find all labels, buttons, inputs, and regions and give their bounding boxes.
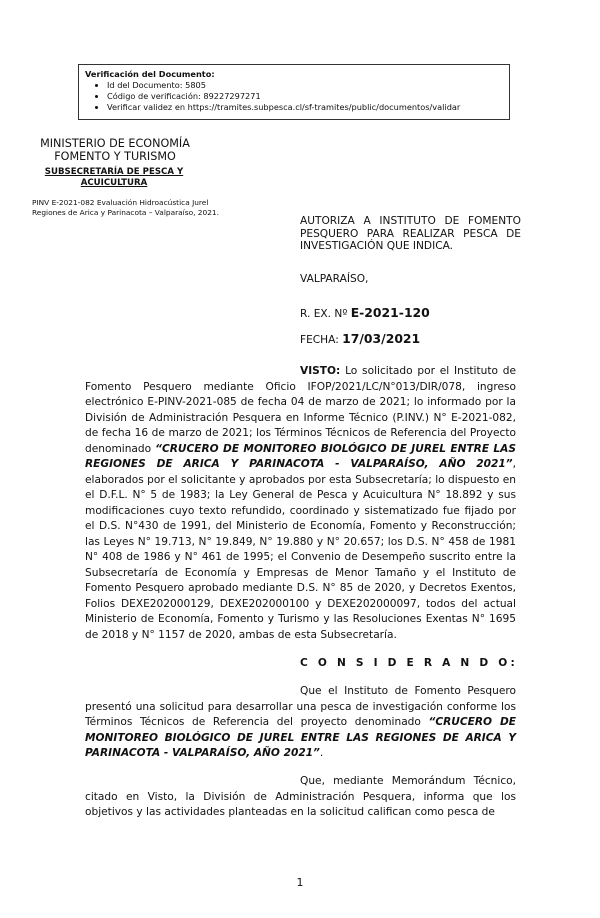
visto-paragraph [85,364,516,643]
verification-url[interactable]: • Verificar validez en https://tramites.subpesca.cl/sf-tramites/public/documentos/validar [107,102,509,113]
subsecretaria-line-1: SUBSECRETARÍA DE PESCA Y [44,167,184,177]
visto-text-after: , elaborados por el solicitante y aprobados por esta Subsecretaría; lo dispuesto en el D.F.L. N° 5 de 1983; la Ley General de Pesca y Acuicultura N° 18.892 y sus modificaciones cuyo texto refundido, coordinado y sistematizado fue fijado por el D.S. N°430 de 1991, del Ministerio de Economía, Fomento y Reconstrucción; las Leyes N° 19.713, N° 19.849, N° 19.880 y N° 20.657; los D.S. N° 458 de 1981 N° 408 de 1986 y N° 461 de 1995; el Convenio de Desempeño suscrito entre la Subsecretaría de Economía y Empresas de Menor Tamaño y el Instituto de Fomento Pesquero aprobado mediante D.S. N° 85 de 2020, y Decretos Exentos, Folios DEXE202000129, DEXE202000100 y DEXE202000097, todos del actual Ministerio de Economía, Fomento y Turismo y las Resoluciones Exentas N° 1695 de 2018 y N° 1157 de 2020, ambas de esta Subsecretaría. [85,458,516,641]
page-number: 1 [296,876,304,889]
verification-code: • Código de verificación: 89227297271 [107,91,509,102]
document-title: AUTORIZA A INSTITUTO DE FOMENTO PESQUERO PARA REALIZAR PESCA DE INVESTIGACIÓN QUE INDICA. [300,215,521,252]
date-label: FECHA: [300,334,339,346]
visto-project-title: “CRUCERO DE MONITOREO BIOLÓGICO DE JUREL ENTRE LAS REGIONES DE ARICA Y PARINACOTA - VALPARAÍSO, AÑO 2021” [85,442,516,470]
rex-label: R. EX. Nº [300,308,348,320]
considerando-2-text: Que, mediante Memorándum Técnico, citado en Visto, la División de Administración Pesquera, informa que los objetivos y las actividades planteadas en la solicitud califican como pesca de [85,775,516,818]
visto-text-before: Lo solicitado por el Instituto de Fomento Pesquero mediante Oficio IFOP/2021/LC/N°013/DIR/078, ingreso electrónico E-PINV-2021-085 de fecha 04 de marzo de 2021; lo informado por la División de Administración Pesquera en Informe Técnico (P.INV.) N° E-2021-082, de fecha 16 de marzo de 2021; los Términos Técnicos de Referencia del Proyecto denominado [85,365,517,455]
subsecretaria-line-2: ACUICULTURA [80,178,148,188]
reference-line-2: Regiones de Arica y Parinacota – Valparaíso, 2021. [32,208,219,217]
visto-label: VISTO: [300,365,341,377]
reference-note [32,198,232,218]
place: VALPARAÍSO, [300,273,369,285]
considerando-1-end: . [319,747,324,759]
considerando-paragraph-1 [85,684,516,762]
considerando-1-project: “CRUCERO DE MONITOREO BIOLÓGICO DE JUREL ENTRE LAS REGIONES DE ARICA Y PARINACOTA - VALPARAÍSO, AÑO 2021” [85,716,517,759]
reference-line-1: PINV E-2021-082 Evaluación Hidroacústica Jurel [32,198,209,207]
verification-list [85,80,509,113]
verification-box [78,64,510,120]
date-value: 17/03/2021 [342,331,421,346]
document-id: • Id del Documento: 5805 [107,80,509,91]
considerando-heading: C O N S I D E R A N D O: [300,657,518,669]
ministry-line-2: FOMENTO Y TURISMO [54,150,176,163]
ministry-name [30,137,200,163]
subsecretaria-name [40,167,188,189]
considerando-1-text: Que el Instituto de Fomento Pesquero presentó una solicitud para desarrollar una pesca de investigación conforme los Términos Técnicos de Referencia del proyecto denominado [85,685,516,728]
ministry-line-1: MINISTERIO DE ECONOMÍA [40,137,190,150]
considerando-paragraph-2 [85,774,516,821]
verification-title: Verificación del Documento: [85,69,215,79]
resolution-number-row [300,305,430,320]
date-row [300,331,420,346]
rex-number: E-2021-120 [350,305,430,320]
